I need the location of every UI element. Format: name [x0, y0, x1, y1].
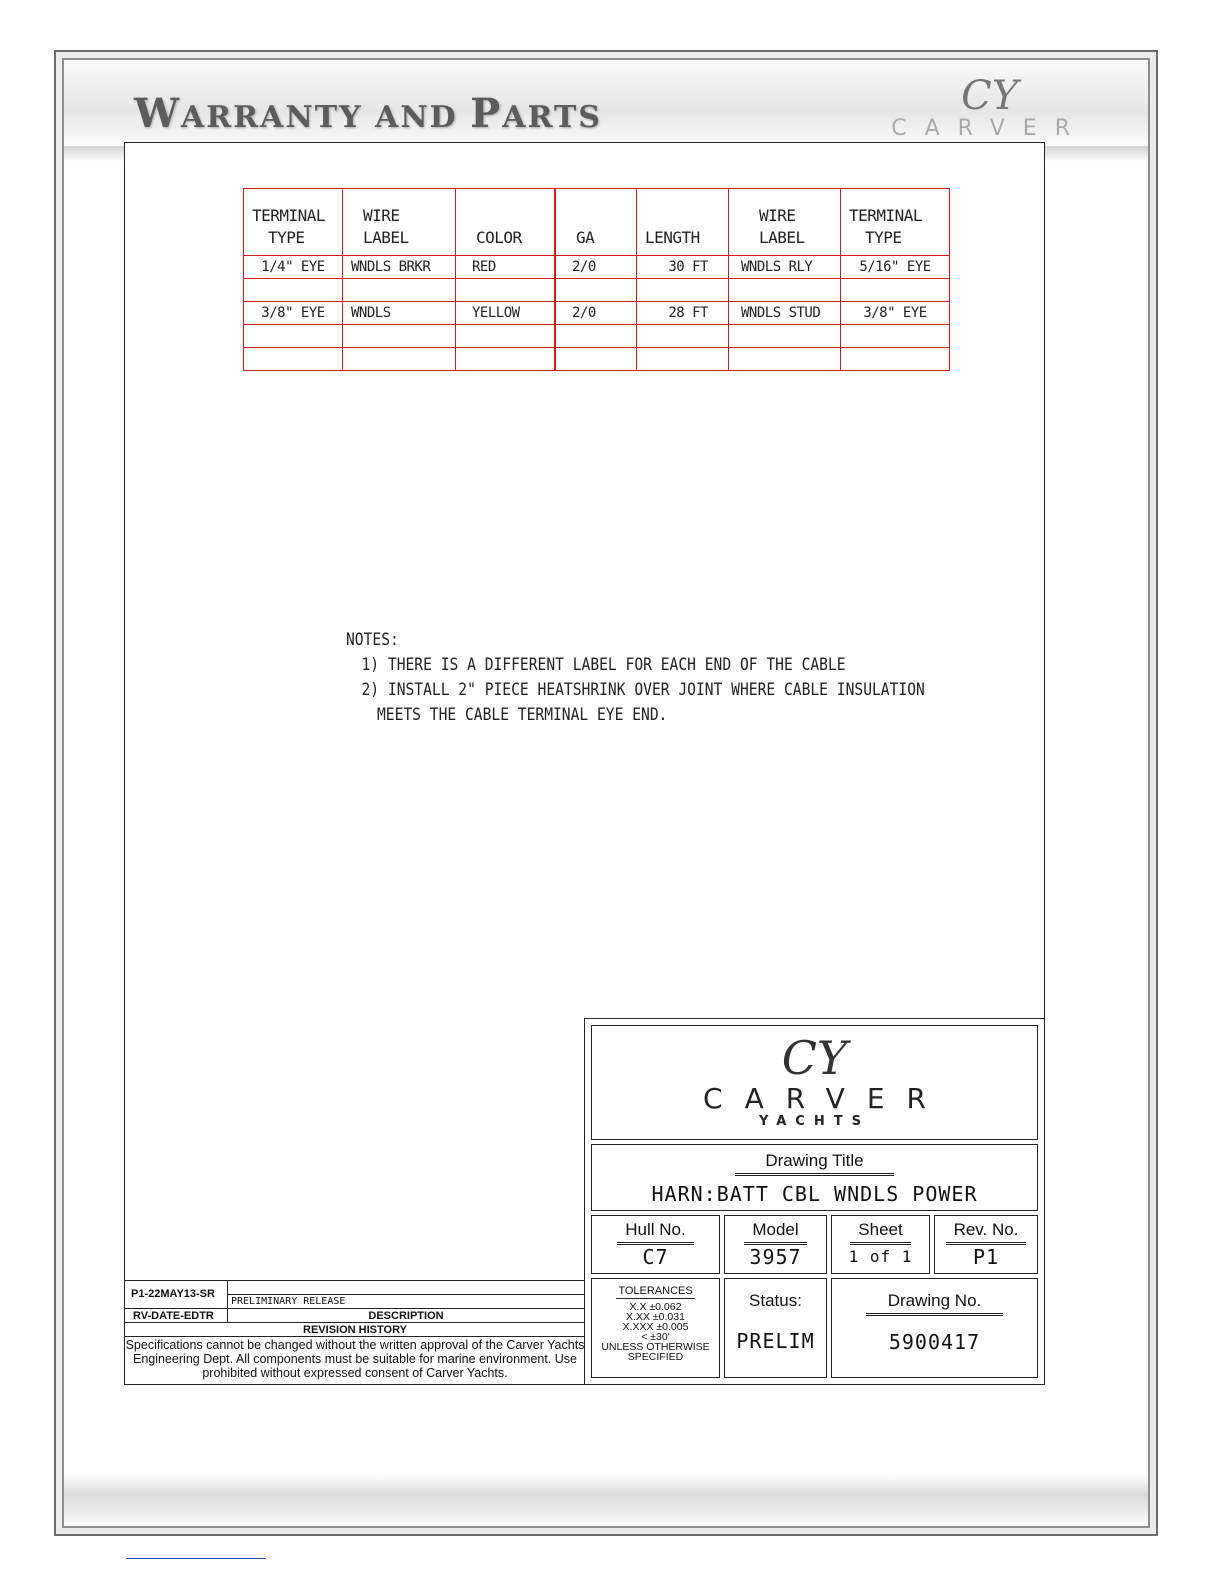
drawing-title-label: Drawing Title	[735, 1151, 893, 1176]
tol-3: X.XXX ±0.005	[622, 1321, 689, 1333]
model-value: 3957	[749, 1245, 802, 1269]
table-header-row	[244, 189, 950, 256]
tol-6: SPECIFIED	[627, 1351, 684, 1363]
revision-col-rv-date-editor: RV-DATE-EDTR	[133, 1310, 214, 1322]
note-item-1: 1) THERE IS A DIFFERENT LABEL FOR EACH END OF THE CABLE	[361, 655, 846, 675]
tolerances-box	[591, 1278, 720, 1378]
bottom-rule	[126, 1558, 266, 1559]
drawing-title: HARN:BATT CBL WNDLS POWER	[651, 1182, 978, 1206]
sheet-box	[831, 1215, 930, 1274]
revision-history	[125, 1280, 585, 1384]
carver-logo-top	[891, 73, 1088, 141]
carver-mark: CY	[781, 1031, 848, 1085]
sheet-value: 1 of 1	[848, 1247, 913, 1266]
yachts-wordmark: YACHTS	[759, 1114, 870, 1129]
note-item-2: 2) INSTALL 2" PIECE HEATSHRINK OVER JOINT WHERE CABLE INSULATION	[361, 680, 925, 700]
hull-label: Hull No.	[617, 1220, 693, 1245]
hull-box	[591, 1215, 720, 1274]
rev-value: P1	[972, 1245, 1000, 1269]
rev-label: Rev. No.	[946, 1220, 1027, 1245]
header-wire-label-a: WIRE LABEL	[343, 189, 456, 256]
revision-description: PRELIMINARY RELEASE	[231, 1296, 346, 1307]
header-terminal-type-b: TERMINAL TYPE	[841, 189, 950, 256]
specification-note: Specifications cannot be changed without the written approval of the Carver Yachts Engineering Dept. All components must be suitable for marine environment. Use prohibited without expressed consent of Carver Yachts.	[125, 1338, 585, 1380]
status-label: Status:	[749, 1291, 802, 1310]
model-box	[724, 1215, 827, 1274]
table-row	[244, 348, 950, 371]
carver-mark: CY	[961, 73, 1019, 119]
rev-box	[934, 1215, 1038, 1274]
table-row: 3/8" EYE WNDLS YELLOW 2/0 28 FT WNDLS STUD 3/8" EYE	[244, 302, 950, 325]
tol-5: UNLESS OTHERWISE	[601, 1341, 710, 1353]
table-row: 1/4" EYE WNDLS BRKR RED 2/0 30 FT WNDLS RLY 5/16" EYE	[244, 256, 950, 279]
revision-code: P1-22MAY13-SR	[131, 1288, 215, 1300]
tol-2: X.XX ±0.031	[626, 1311, 685, 1323]
revision-history-label: REVISION HISTORY	[303, 1324, 407, 1336]
notes-heading: NOTES:	[346, 630, 399, 650]
drawing-title-box	[591, 1144, 1038, 1211]
carver-wordmark: CARVER	[891, 116, 1088, 141]
hull-value: C7	[642, 1245, 669, 1269]
title-block-logo	[591, 1025, 1038, 1140]
notes	[346, 628, 925, 728]
sheet-label: Sheet	[850, 1220, 910, 1245]
status-value: PRELIM	[736, 1329, 815, 1353]
carver-wordmark: CARVER	[703, 1082, 948, 1115]
header-terminal-type-a: TERMINAL TYPE	[244, 189, 343, 256]
revision-col-description: DESCRIPTION	[368, 1310, 444, 1322]
footer-band	[64, 1474, 1148, 1526]
status-box	[724, 1278, 827, 1378]
table-row	[244, 325, 950, 348]
drawing-no-value: 5900417	[888, 1330, 981, 1354]
wire-table	[243, 188, 950, 371]
tolerances-label: TOLERANCES	[618, 1285, 693, 1297]
drawing-no-box	[831, 1278, 1038, 1378]
header-ga: GA	[555, 189, 637, 256]
model-label: Model	[744, 1220, 806, 1245]
tol-1: X.X ±0.062	[629, 1301, 682, 1313]
note-item-2-cont: MEETS THE CABLE TERMINAL EYE END.	[376, 705, 668, 725]
header-wire-label-b: WIRE LABEL	[729, 189, 841, 256]
header-length: LENGTH	[637, 189, 729, 256]
page-title: WARRANTY AND PARTS	[134, 90, 602, 137]
drawing-no-label: Drawing No.	[866, 1291, 1004, 1316]
tol-4: < ±30'	[641, 1331, 670, 1343]
table-row	[244, 279, 950, 302]
header-color: COLOR	[456, 189, 556, 256]
